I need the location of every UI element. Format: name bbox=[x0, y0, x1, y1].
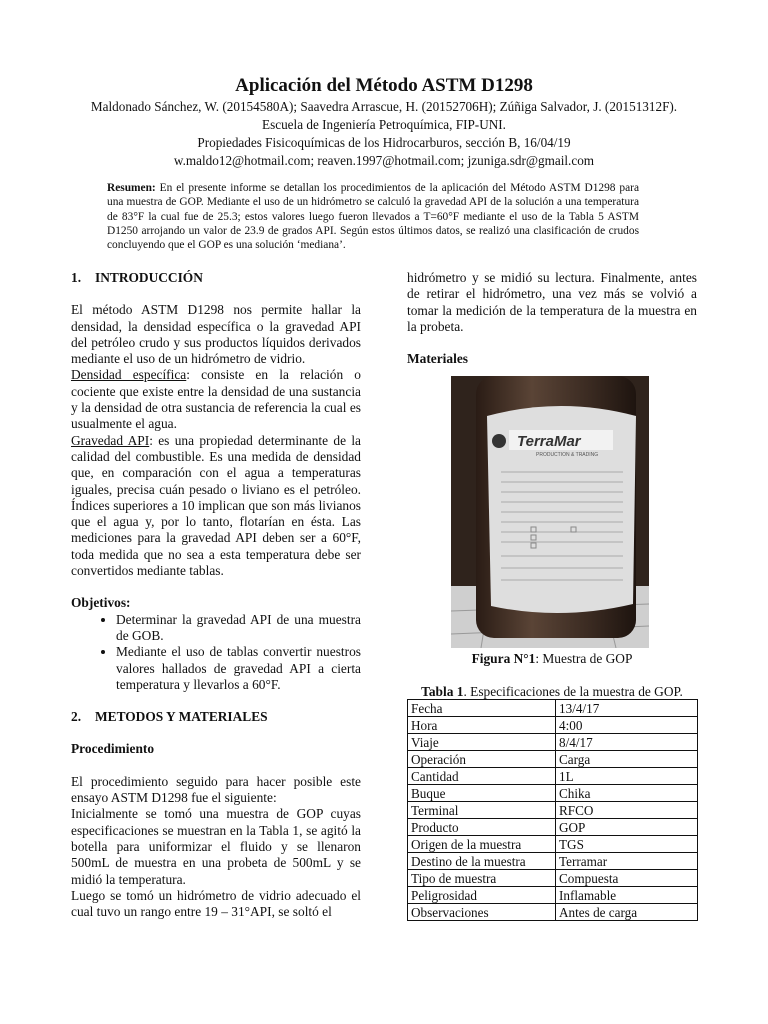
abstract bbox=[107, 181, 639, 252]
abstract-text: En el presente informe se detallan los procedimientos de la aplicación del Método ASTM D1298 para una muestra de GOP. Mediante el uso de un hidrómetro se calculó la gravedad API de la solución a una temperatura de 83°F la cual fue de 25.3; estos valores luego fueron llevados a T=60°F mediante el uso de la Tabla 5 ASTM D1250 arrojando un valor de 23.9 de grados API. Según estos últimos datos, se realizó una clasificación de crudos concluyendo que el GOP es una solución ‘mediana’. bbox=[107, 182, 639, 252]
list-item: • Determinar la gravedad API de una muestra de GOB. bbox=[116, 612, 361, 645]
list-item: • Mediante el uso de tablas convertir nuestros valores hallados de gravedad API a cierta temperatura y llevarlos a 60°F. bbox=[116, 644, 361, 693]
table-row: Hora 4:00 bbox=[408, 717, 698, 734]
table-caption: Tabla 1. Especificaciones de la muestra de GOP. bbox=[421, 684, 683, 699]
bottle-photo bbox=[451, 376, 649, 648]
intro-paragraph: El método ASTM D1298 nos permite hallar la densidad, la densidad específica o la gravedad API del petróleo crudo y sus productos líquidos derivados mediante el uso de un hidrómetro de vidrio. bbox=[71, 302, 361, 367]
table-row: Peligrosidad Inflamable bbox=[408, 887, 698, 904]
table-row: Viaje 8/4/17 bbox=[408, 734, 698, 751]
abstract-label: Resumen: bbox=[107, 182, 156, 194]
api-term: Gravedad API bbox=[71, 432, 150, 448]
spec-table bbox=[407, 699, 698, 921]
objetivos-heading: Objetivos: bbox=[71, 595, 131, 611]
procedure-paragraph-3: Luego se tomó un hidrómetro de vidrio adecuado el cual tuvo un rango entre 19 – 31°API, se soltó el bbox=[71, 887, 361, 920]
density-term: Densidad específica bbox=[71, 367, 187, 383]
section-heading-introduccion: 1. INTRODUCCIÓN bbox=[71, 270, 203, 285]
figure-caption: Figura N°1: Muestra de GOP bbox=[471, 651, 633, 666]
bottle-photo-drawing bbox=[451, 376, 649, 648]
table-row: Cantidad 1L bbox=[408, 768, 698, 785]
continued-paragraph: hidrómetro y se midió su lectura. Finalmente, antes de retirar el hidrómetro, una vez más se volvió a tomar la medición de la temperatura de la muestra en la probeta. bbox=[407, 270, 697, 334]
affiliation-line: Escuela de Ingeniería Petroquímica, FIP-UNI. bbox=[262, 117, 506, 132]
table-row: Destino de la muestra Terramar bbox=[408, 853, 698, 870]
table-row: Buque Chika bbox=[408, 785, 698, 802]
table-row: Producto GOP bbox=[408, 819, 698, 836]
objetivos-list bbox=[71, 612, 361, 693]
emails-line: w.maldo12@hotmail.com; reaven.1997@hotmail.com; jzuniga.sdr@gmail.com bbox=[173, 153, 595, 168]
table-row: Tipo de muestra Compuesta bbox=[408, 870, 698, 887]
section-heading-metodos: 2. METODOS Y MATERIALES bbox=[71, 709, 268, 725]
api-definition: Gravedad API: es una propiedad determinante de la calidad del combustible. Es una medida de densidad que, en comparación con el agua a temperaturas iguales, precisa cuán pesado o liviano es el petróleo. Índices superiores a 10 implican que son más livianos que el agua y, por lo tanto, flotarían en ésta. Las mediciones para la gravedad API deben ser a 60°F, toda medida que no sea a esta temperatura debe ser convertidos mediante tablas. bbox=[71, 432, 361, 579]
table-row: Fecha 13/4/17 bbox=[408, 700, 698, 717]
authors-line: Maldonado Sánchez, W. (20154580A); Saavedra Arrascue, H. (20152706H); Zúñiga Salvador, J. (20151312F). bbox=[90, 99, 678, 114]
procedure-paragraph-2: Inicialmente se tomó una muestra de GOP cuyas especificaciones se muestran en la Tabla 1, se agitó la botella para uniformizar el fluido y se llenaron 500mL de muestra en una probeta de 500mL y se midió la temperatura. bbox=[71, 806, 361, 887]
procedure-paragraph-1: El procedimiento seguido para hacer posible este ensayo ASTM D1298 fue el siguiente: bbox=[71, 773, 361, 806]
paper-title: Aplicación del Método ASTM D1298 bbox=[235, 75, 533, 96]
label-brand: TerraMar bbox=[517, 433, 581, 450]
procedimiento-heading: Procedimiento bbox=[71, 741, 155, 757]
table-row: Origen de la muestra TGS bbox=[408, 836, 698, 853]
density-definition: Densidad específica: consiste en la relación o cociente que existe entre la densidad de una sustancia y la densidad de otra sustancia de referencia la cual es usualmente el agua. bbox=[71, 367, 362, 432]
paper-header bbox=[40, 74, 728, 170]
course-line: Propiedades Fisicoquímicas de los Hidrocarburos, sección B, 16/04/19 bbox=[197, 135, 571, 150]
right-column bbox=[407, 270, 697, 367]
table-row: Terminal RFCO bbox=[408, 802, 698, 819]
label-subtitle: PRODUCTION & TRADING bbox=[536, 452, 599, 458]
table-row: Operación Carga bbox=[408, 751, 698, 768]
table-row: Observaciones Antes de carga bbox=[408, 904, 698, 921]
left-column bbox=[71, 270, 361, 920]
materiales-heading: Materiales bbox=[407, 351, 468, 367]
